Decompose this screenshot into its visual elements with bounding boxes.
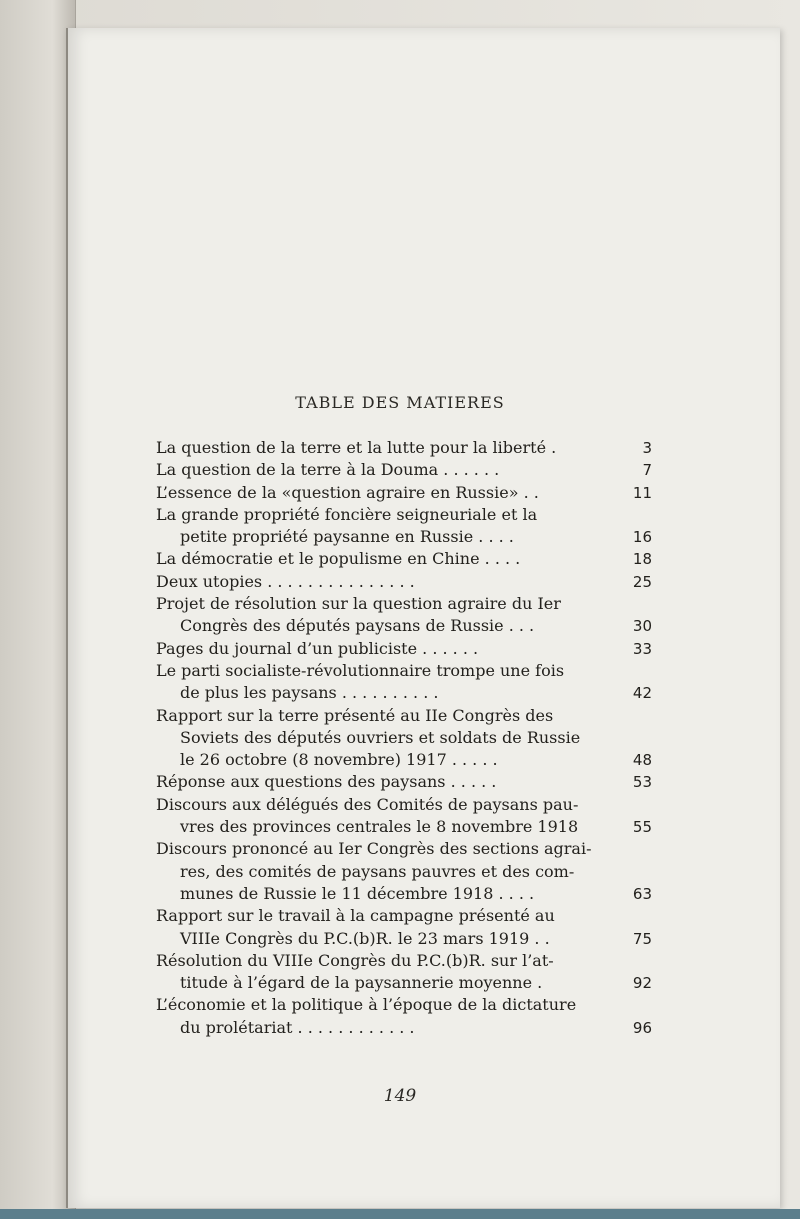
toc-page-number: 11	[632, 483, 652, 502]
toc-entry-text: La démocratie et le populisme en Chine . . . .	[156, 549, 521, 569]
toc-entry	[156, 771, 652, 793]
toc-entry-text: Deux utopies . . . . . . . . . . . . . . .	[156, 571, 415, 591]
toc-entry-continuation	[156, 816, 652, 838]
toc-entry	[156, 504, 652, 526]
toc-entry	[156, 638, 652, 660]
toc-entry-text: Résolution du VIIIe Congrès du P.C.(b)R. sur l’at-	[156, 950, 554, 970]
toc-page-number: 30	[632, 617, 652, 636]
toc-entry-continuation	[156, 928, 652, 950]
toc-entry	[156, 794, 652, 816]
toc-entry-text: L’essence de la «question agraire en Russie» . .	[156, 482, 539, 502]
toc-entry-continuation	[156, 749, 652, 771]
toc-entry-continuation	[156, 972, 652, 994]
toc-entry-text: Discours aux délégués des Comités de paysans pau-	[156, 794, 579, 814]
toc-entry	[156, 905, 652, 927]
toc-entry-text: Le parti socialiste-révolutionnaire trompe une fois	[156, 660, 565, 680]
toc-entry-continuation	[156, 682, 652, 704]
toc-page-number: 53	[632, 773, 652, 792]
toc-entry-continuation	[156, 727, 652, 749]
facing-page-edge	[0, 0, 76, 1219]
toc-entry	[156, 838, 652, 860]
toc-entry-text: La grande propriété foncière seigneuriale et la	[156, 504, 538, 524]
toc-entry-continuation	[156, 526, 652, 548]
toc-entry-continuation	[156, 861, 652, 883]
toc-page-number: 3	[642, 439, 652, 457]
toc-entry	[156, 459, 652, 481]
toc-entry	[156, 482, 652, 504]
toc-entry-text: Congrès des députés paysans de Russie . . .	[180, 616, 535, 636]
toc-page-number: 63	[632, 884, 652, 903]
toc-entry-continuation	[156, 883, 652, 905]
toc-entry-text: L’économie et la politique à l’époque de la dictature	[156, 995, 577, 1015]
toc-entry-continuation	[156, 615, 652, 637]
toc-entry-text: res, des comités de paysans pauvres et des com-	[180, 861, 575, 881]
toc-page-number: 25	[632, 572, 652, 591]
toc-entry-continuation	[156, 1017, 652, 1039]
toc-entry	[156, 571, 652, 593]
toc-entry-text: de plus les paysans . . . . . . . . . .	[180, 683, 439, 703]
toc-entry-text: La question de la terre à la Douma . . . . . .	[156, 460, 500, 480]
toc-page-number: 55	[632, 818, 652, 837]
toc-entry	[156, 593, 652, 615]
toc-entry-text: titude à l’égard de la paysannerie moyenne .	[180, 973, 543, 993]
toc-page-number: 33	[632, 639, 652, 658]
toc-page-number: 48	[632, 751, 652, 770]
toc-entry-text: VIIIe Congrès du P.C.(b)R. le 23 mars 1919 . .	[180, 928, 550, 948]
toc-page-number: 18	[632, 550, 652, 569]
toc-page-number: 16	[632, 528, 652, 547]
toc-entry-text: Pages du journal d’un publiciste . . . . . .	[156, 638, 479, 658]
toc-entry	[156, 994, 652, 1016]
toc-entry-text: du prolétariat . . . . . . . . . . . .	[180, 1017, 415, 1037]
toc-page-number: 96	[632, 1018, 652, 1037]
toc-page-number: 42	[632, 684, 652, 703]
table-of-contents	[156, 437, 652, 1039]
toc-entry-text: munes de Russie le 11 décembre 1918 . . . .	[180, 883, 535, 903]
toc-entry-text: La question de la terre et la lutte pour la liberté .	[156, 438, 557, 457]
toc-entry	[156, 705, 652, 727]
toc-entry-text: le 26 octobre (8 novembre) 1917 . . . . .	[180, 750, 498, 770]
desk-surface	[0, 1209, 800, 1219]
toc-entry	[156, 950, 652, 972]
toc-heading: TABLE DES MATIERES	[295, 393, 505, 412]
toc-entry-text: vres des provinces centrales le 8 novembre 1918	[180, 817, 579, 837]
toc-entry-text: Rapport sur la terre présenté au IIe Congrès des	[156, 705, 554, 725]
toc-entry	[156, 548, 652, 570]
toc-page-number: 75	[632, 929, 652, 948]
toc-page-number: 92	[632, 974, 652, 993]
toc-entry-text: Rapport sur le travail à la campagne présenté au	[156, 906, 555, 926]
toc-page-number: 7	[642, 461, 652, 480]
toc-entry-text: Soviets des députés ouvriers et soldats de Russie	[180, 727, 581, 747]
toc-entry-text: Projet de résolution sur la question agraire du Ier	[156, 594, 561, 614]
toc-entry	[156, 660, 652, 682]
toc-entry-text: petite propriété paysanne en Russie . . . .	[180, 527, 514, 547]
toc-entry	[156, 437, 652, 459]
toc-entry-text: Réponse aux questions des paysans . . . . .	[156, 772, 497, 792]
toc-entry-text: Discours prononcé au Ier Congrès des sections agrai-	[156, 839, 592, 859]
page-number-footer: 149	[383, 1086, 417, 1106]
